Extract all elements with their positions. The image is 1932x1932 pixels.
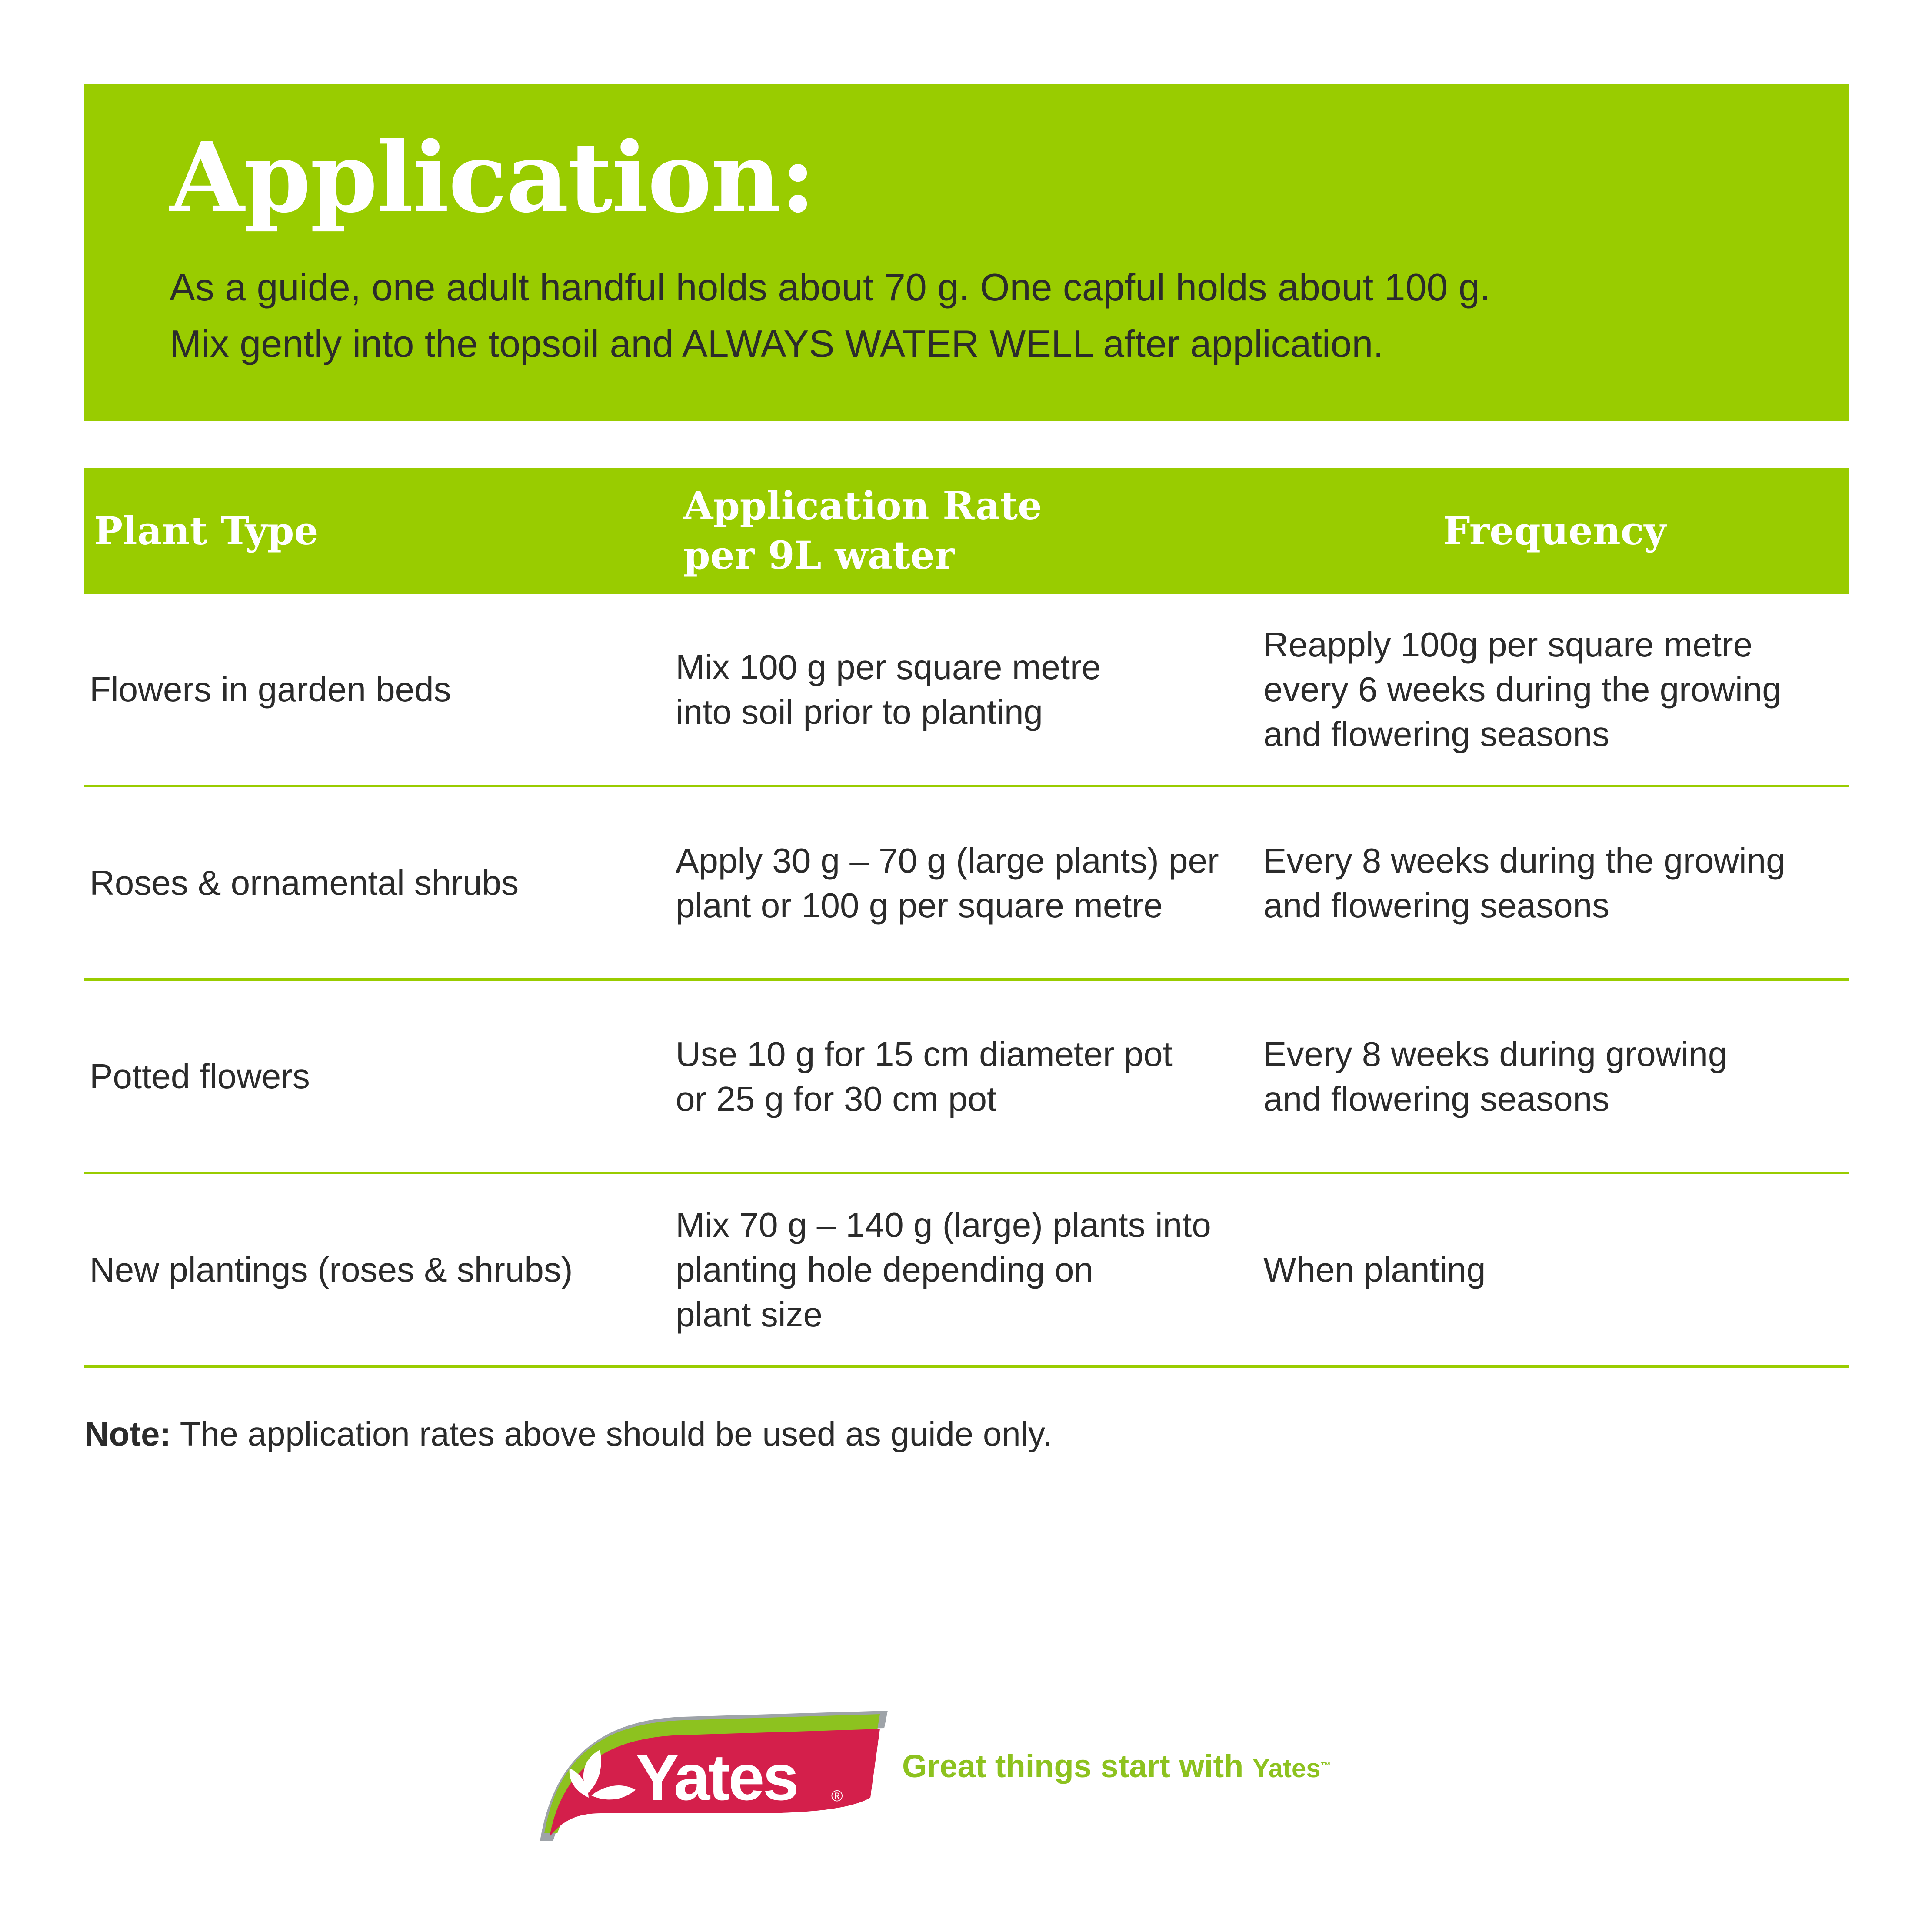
table-body <box>84 594 1849 1368</box>
logo-wordmark: Yates <box>636 1741 797 1814</box>
cell-plant-type: Roses & ornamental shrubs <box>90 863 519 902</box>
page-title: Application: <box>170 121 815 234</box>
table-row <box>84 1174 1849 1368</box>
logo-registered: ® <box>831 1787 843 1805</box>
cell-frequency: Every 8 weeks during the growing and flowering seasons <box>1263 841 1785 925</box>
application-banner <box>84 84 1849 421</box>
intro-text <box>170 259 1849 372</box>
cell-application-rate: Mix 100 g per square metre into soil prior to planting <box>676 647 1101 731</box>
cell-application-rate: Use 10 g for 15 cm diameter pot or 25 g for 30 cm pot <box>676 1034 1173 1118</box>
intro-line-2: Mix gently into the topsoil and ALWAYS WATER WELL after application. <box>170 322 1384 365</box>
column-header-application-rate: Application Rate per 9L water <box>683 483 1042 578</box>
intro-line-1: As a guide, one adult handful holds about 70 g. One capful holds about 100 g. <box>170 266 1491 309</box>
table-row <box>84 787 1849 981</box>
cell-plant-type: Flowers in garden beds <box>90 670 451 709</box>
footnote <box>84 1412 1052 1456</box>
cell-frequency: Reapply 100g per square metre every 6 weeks during the growing and flowering seasons <box>1263 625 1782 753</box>
tagline-tm: ™ <box>1320 1760 1331 1772</box>
cell-frequency: Every 8 weeks during growing and flowering seasons <box>1263 1034 1728 1118</box>
table-header <box>84 468 1849 594</box>
note-label: Note: <box>84 1415 171 1453</box>
cell-frequency: When planting <box>1263 1250 1486 1289</box>
note-text: The application rates above should be used as guide only. <box>171 1415 1052 1453</box>
tagline-brand: Yates <box>1252 1754 1321 1783</box>
table-row <box>84 594 1849 787</box>
tagline-main: Great things start with <box>902 1748 1252 1784</box>
cell-plant-type: Potted flowers <box>90 1057 310 1096</box>
cell-plant-type: New plantings (roses & shrubs) <box>90 1250 573 1289</box>
cell-application-rate: Mix 70 g – 140 g (large) plants into planting hole depending on plant size <box>676 1206 1211 1334</box>
cell-application-rate: Apply 30 g – 70 g (large plants) per plant or 100 g per square metre <box>676 841 1219 925</box>
tagline <box>902 1747 1331 1788</box>
column-header-plant-type: Plant Type <box>94 508 319 553</box>
table-row <box>84 981 1849 1174</box>
column-header-frequency: Frequency <box>1443 508 1666 553</box>
yates-logo <box>527 1711 940 1850</box>
